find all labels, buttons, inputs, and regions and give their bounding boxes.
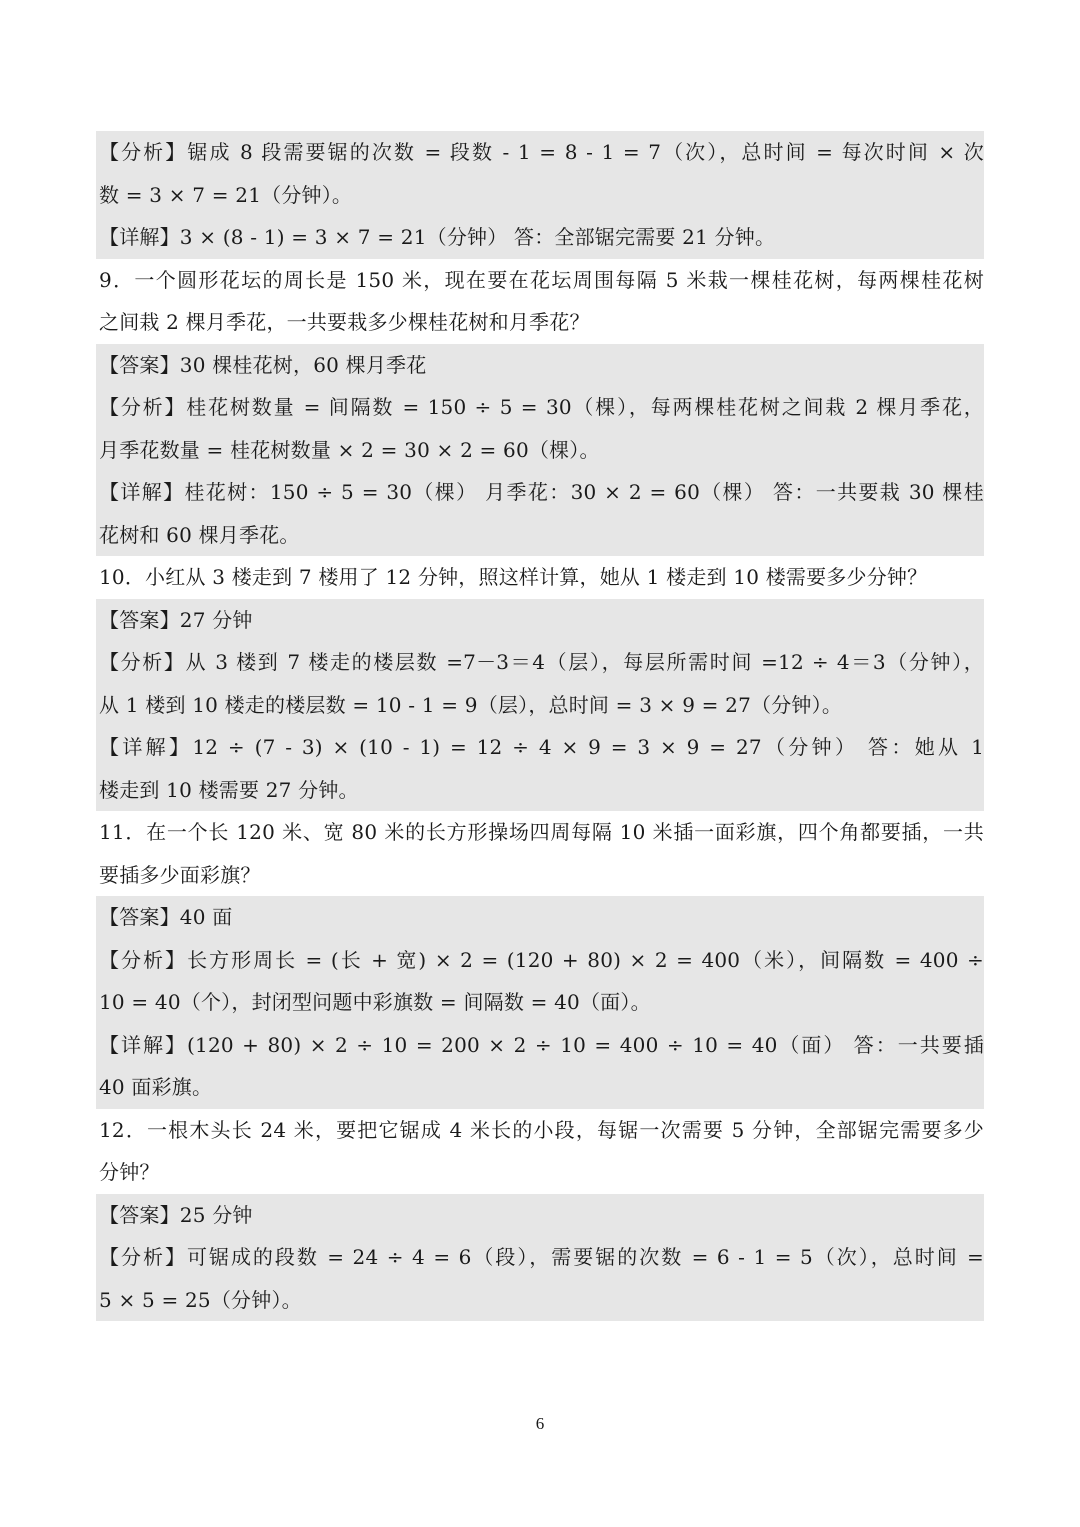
question-line: 12．一根木头长 24 米，要把它锯成 4 米长的小段，每锯一次需要 5 分钟，全部锯完需要多少 bbox=[99, 1117, 984, 1142]
question-line: 之间栽 2 棵月季花，一共要栽多少棵桂花树和月季花？ bbox=[99, 310, 590, 334]
solution-line: 5 × 5 = 25（分钟）。 bbox=[99, 1287, 302, 1312]
solution-line: 【详解】(120 + 80) × 2 ÷ 10 = 200 × 2 ÷ 10 = 400 ÷ 10 = 40（面） 答：一共要插 bbox=[99, 1032, 984, 1057]
solution-line: 40 面彩旗。 bbox=[99, 1075, 213, 1099]
solution-line: 【详解】12 ÷ (7 - 3) × (10 - 1) = 12 ÷ 4 × 9 = 3 × 9 = 27（分钟） 答：她从 1 bbox=[99, 735, 984, 759]
question-line: 要插多少面彩旗？ bbox=[99, 862, 261, 887]
question-block bbox=[96, 259, 984, 344]
solution-line: 【分析】长方形周长 = (长 + 宽) × 2 = (120 + 80) × 2 = 400（米），间隔数 = 400 ÷ bbox=[99, 947, 984, 972]
solution-line: 月季花数量 = 桂花树数量 × 2 = 30 × 2 = 60（棵）。 bbox=[99, 437, 600, 462]
solution-line: 【答案】27 分钟 bbox=[99, 607, 253, 632]
question-line: 10．小红从 3 楼走到 7 楼用了 12 分钟，照这样计算，她从 1 楼走到 10 楼需要多少分钟？ bbox=[99, 565, 928, 589]
page-content bbox=[96, 131, 984, 1321]
solution-line: 数 = 3 × 7 = 21（分钟）。 bbox=[99, 182, 353, 207]
solution-line: 【答案】25 分钟 bbox=[99, 1202, 253, 1227]
solution-block bbox=[96, 344, 984, 557]
solution-line: 【分析】可锯成的段数 = 24 ÷ 4 = 6（段），需要锯的次数 = 6 - 1 = 5（次），总时间 = bbox=[99, 1245, 984, 1269]
question-line: 分钟？ bbox=[99, 1160, 160, 1184]
solution-block bbox=[96, 1194, 984, 1322]
solution-line: 【详解】桂花树：150 ÷ 5 = 30（棵） 月季花：30 × 2 = 60（棵） 答：一共要栽 30 棵桂 bbox=[99, 480, 984, 504]
solution-line: 楼走到 10 楼需要 27 分钟。 bbox=[99, 777, 359, 802]
solution-line: 从 1 楼到 10 楼走的楼层数 = 10 - 1 = 9（层），总时间 = 3 × 9 = 27（分钟）。 bbox=[99, 692, 843, 717]
solution-line: 【答案】40 面 bbox=[99, 905, 233, 929]
solution-block bbox=[96, 896, 984, 1109]
solution-line: 10 = 40（个），封闭型问题中彩旗数 = 间隔数 = 40（面）。 bbox=[99, 990, 651, 1014]
solution-block bbox=[96, 599, 984, 812]
solution-line: 【详解】3 × (8 - 1) = 3 × 7 = 21（分钟） 答：全部锯完需要 21 分钟。 bbox=[99, 225, 776, 249]
solution-block bbox=[96, 131, 984, 259]
solution-line: 【答案】30 棵桂花树，60 棵月季花 bbox=[99, 352, 427, 377]
solution-line: 花树和 60 棵月季花。 bbox=[99, 522, 300, 547]
question-line: 9．一个圆形花坛的周长是 150 米，现在要在花坛周围每隔 5 米栽一棵桂花树，每两棵桂花树 bbox=[99, 267, 984, 292]
question-block bbox=[96, 1109, 984, 1194]
page-number: 6 bbox=[535, 1414, 545, 1433]
solution-line: 【分析】从 3 楼到 7 楼走的楼层数 =7－3＝4（层），每层所需时间 =12 ÷ 4＝3（分钟）， bbox=[99, 650, 984, 674]
question-block bbox=[96, 556, 984, 599]
solution-line: 【分析】桂花树数量 = 间隔数 = 150 ÷ 5 = 30（棵），每两棵桂花树之间栽 2 棵月季花， bbox=[99, 395, 984, 419]
question-line: 11．在一个长 120 米、宽 80 米的长方形操场四周每隔 10 米插一面彩旗，四个角都要插，一共 bbox=[99, 820, 984, 844]
solution-line: 【分析】锯成 8 段需要锯的次数 = 段数 - 1 = 8 - 1 = 7（次），总时间 = 每次时间 × 次 bbox=[99, 140, 984, 164]
question-block bbox=[96, 811, 984, 896]
